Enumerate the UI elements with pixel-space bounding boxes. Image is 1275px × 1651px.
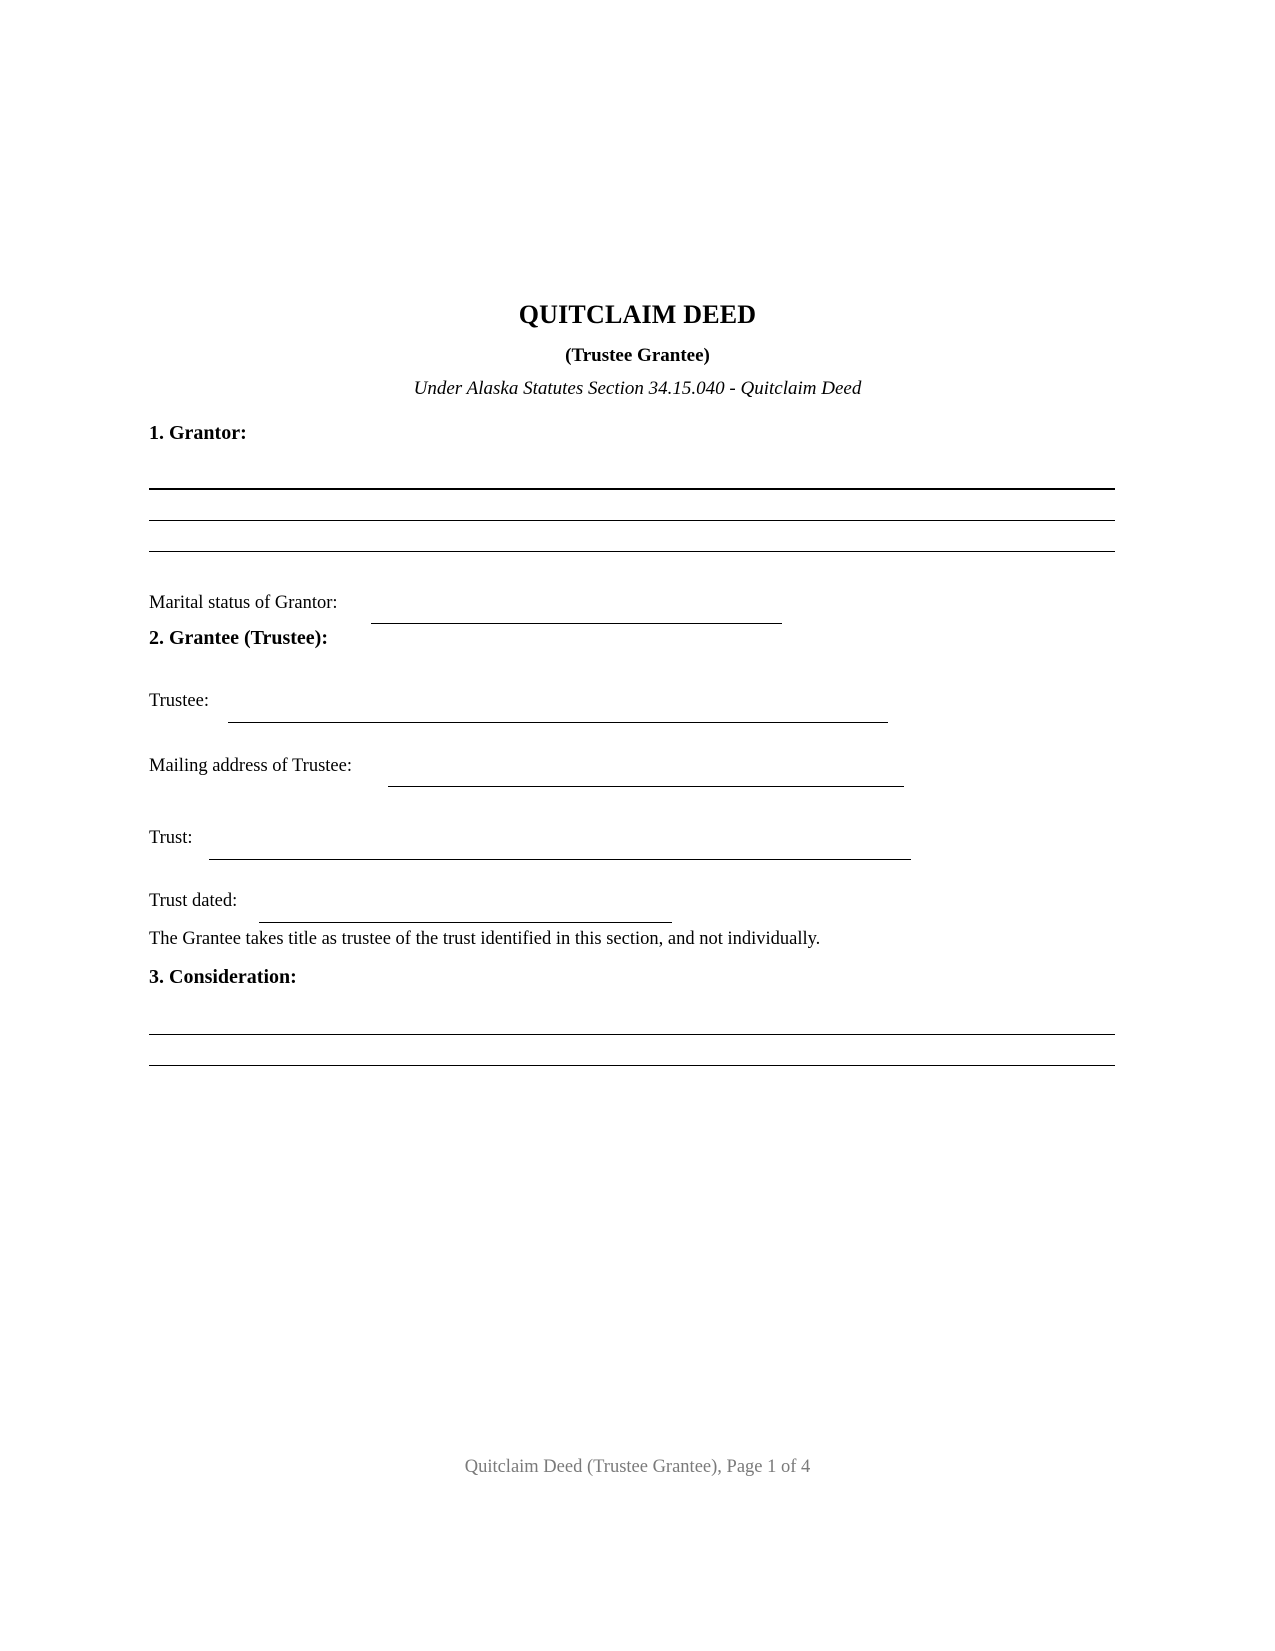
- trustee-label: Trustee:: [149, 691, 209, 711]
- mailing-address-label: Mailing address of Trustee:: [149, 756, 352, 776]
- grantee-statement: The Grantee takes title as trustee of the trust identified in this section, and not individually.: [149, 929, 821, 949]
- grantor-line-1[interactable]: [149, 488, 1115, 490]
- document-title: QUITCLAIM DEED: [518, 300, 757, 329]
- statute-reference: Under Alaska Statutes Section 34.15.040 - Quitclaim Deed: [413, 378, 862, 399]
- trust-label: Trust:: [149, 828, 193, 848]
- grantor-heading: 1. Grantor:: [149, 422, 247, 444]
- consideration-line-2[interactable]: [149, 1065, 1115, 1066]
- mailing-address-field[interactable]: [388, 786, 904, 787]
- consideration-heading: 3. Consideration:: [149, 966, 297, 988]
- document-subtitle: (Trustee Grantee): [565, 345, 710, 366]
- trust-field[interactable]: [209, 859, 911, 860]
- grantor-line-2[interactable]: [149, 520, 1115, 521]
- grantee-heading: 2. Grantee (Trustee):: [149, 627, 329, 649]
- consideration-line-1[interactable]: [149, 1034, 1115, 1035]
- trust-dated-field[interactable]: [259, 922, 672, 923]
- grantor-line-3[interactable]: [149, 551, 1115, 552]
- trustee-field[interactable]: [228, 722, 888, 723]
- page-footer: Quitclaim Deed (Trustee Grantee), Page 1 of 4: [464, 1457, 811, 1477]
- marital-status-field[interactable]: [371, 623, 782, 624]
- trust-dated-label: Trust dated:: [149, 891, 238, 911]
- marital-status-label: Marital status of Grantor:: [149, 593, 338, 613]
